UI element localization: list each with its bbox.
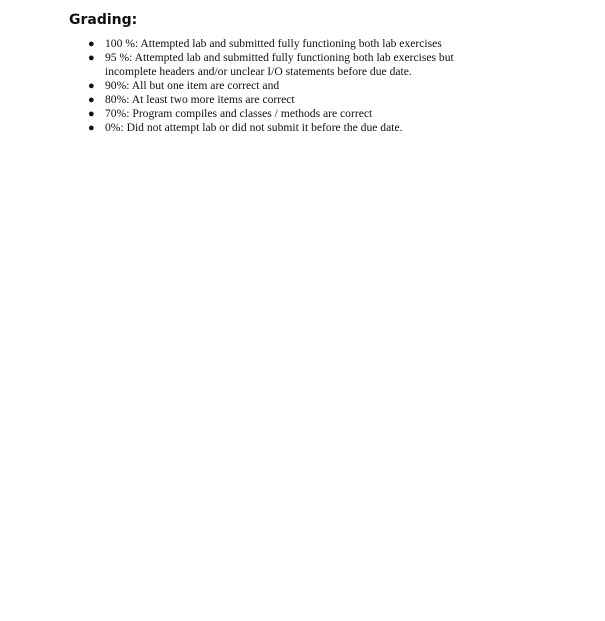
grading-item-text: 70%: Program compiles and classes / methods are correct	[105, 107, 373, 120]
bullet-icon: ●	[88, 52, 95, 64]
grading-list	[87, 37, 507, 135]
grading-item-text: 80%: At least two more items are correct	[105, 93, 295, 106]
grading-item-100	[87, 37, 507, 51]
grading-item-text: 0%: Did not attempt lab or did not submit it before the due date.	[105, 121, 403, 134]
bullet-icon: ●	[88, 38, 95, 50]
grading-item-text: 90%: All but one item are correct and	[105, 79, 280, 92]
grading-item-text: 100 %: Attempted lab and submitted fully functioning both lab exercises	[105, 37, 442, 50]
grading-item-text: 95 %: Attempted lab and submitted fully functioning both lab exercises but incomplete headers and/or unclear I/O statements before due date.	[105, 51, 454, 78]
grading-item-90	[87, 79, 507, 93]
grading-item-95	[87, 51, 507, 79]
bullet-icon: ●	[88, 94, 95, 106]
grading-heading: Grading:	[69, 12, 138, 28]
grading-item-0	[87, 121, 507, 135]
grading-item-80	[87, 93, 507, 107]
bullet-icon: ●	[88, 80, 95, 92]
grading-item-70	[87, 107, 507, 121]
bullet-icon: ●	[88, 108, 95, 120]
bullet-icon: ●	[88, 122, 95, 134]
